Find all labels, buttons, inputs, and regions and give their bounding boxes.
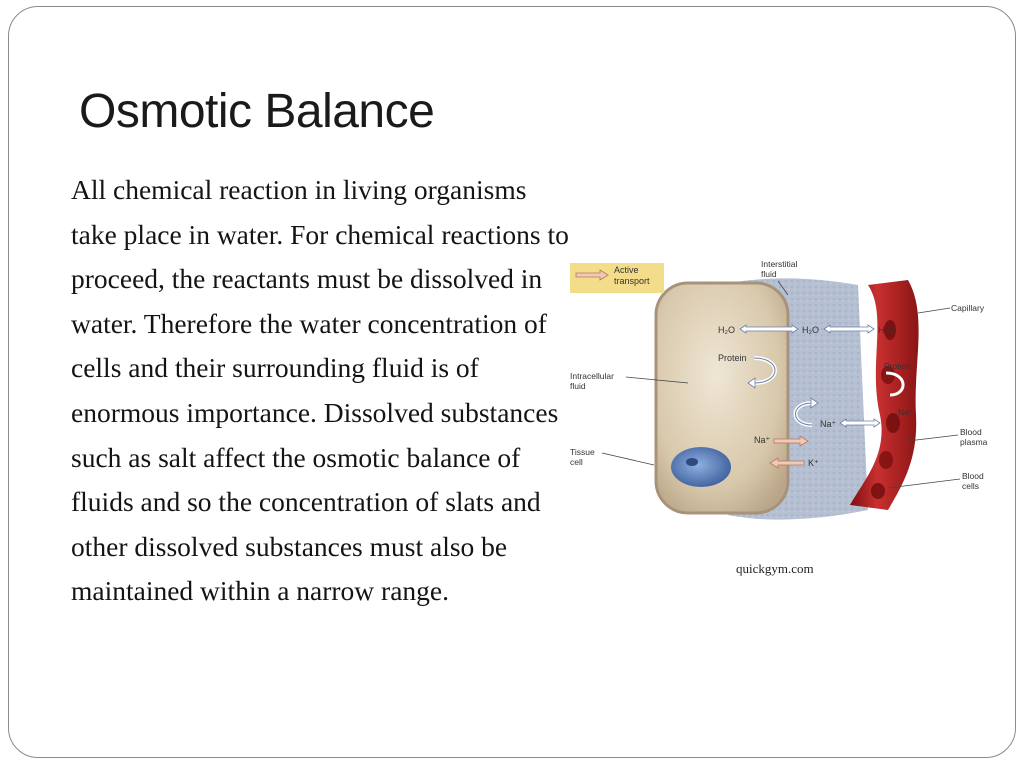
intracellular-label-2: fluid — [570, 381, 586, 391]
legend-label-1: Active — [614, 265, 639, 275]
nucleus-shape — [671, 447, 731, 487]
legend-label-2: transport — [614, 276, 650, 286]
capillary-label: Capillary — [951, 303, 985, 313]
image-credit: quickgym.com — [736, 561, 814, 576]
blood-cells-label-2: cells — [962, 481, 980, 491]
blood-plasma-label-1: Blood — [960, 427, 982, 437]
tissue-cell-label-2: cell — [570, 457, 583, 467]
na-label-right: Na⁺ — [898, 407, 914, 417]
na-label-left: Na⁺ — [754, 435, 771, 445]
protein-label-right: Protein — [884, 361, 911, 371]
slide-title: Osmotic Balance — [79, 85, 435, 138]
osmotic-balance-diagram — [568, 255, 998, 535]
h2o-label-left: H₂O — [718, 325, 735, 335]
h2o-label-mid: H₂O — [802, 325, 819, 335]
blood-plasma-label-2: plasma — [960, 437, 988, 447]
body-paragraph: All chemical reaction in living organisms take place in water. For chemical reactions to proceed, the reactants must be dissolved in water. Therefore the water concentration of cells and their surrounding fluid is of enormous importance. Dissolved substances such as salt affect the osmotic balance of fluids and so the concentration of slats and other dissolved substances must also be maintained within a narrow range. — [71, 174, 569, 607]
interstitial-label-1: Interstitial — [761, 259, 798, 269]
protein-label-left: Protein — [718, 353, 747, 363]
intracellular-label-1: Intracellular — [570, 371, 614, 381]
h2o-label-right: H₂O — [878, 325, 895, 335]
k-label: K⁺ — [808, 458, 819, 468]
tissue-cell-label-1: Tissue — [570, 447, 595, 457]
blood-cells-label-1: Blood — [962, 471, 984, 481]
interstitial-label-2: fluid — [761, 269, 777, 279]
na-label-mid: Na⁺ — [820, 419, 837, 429]
